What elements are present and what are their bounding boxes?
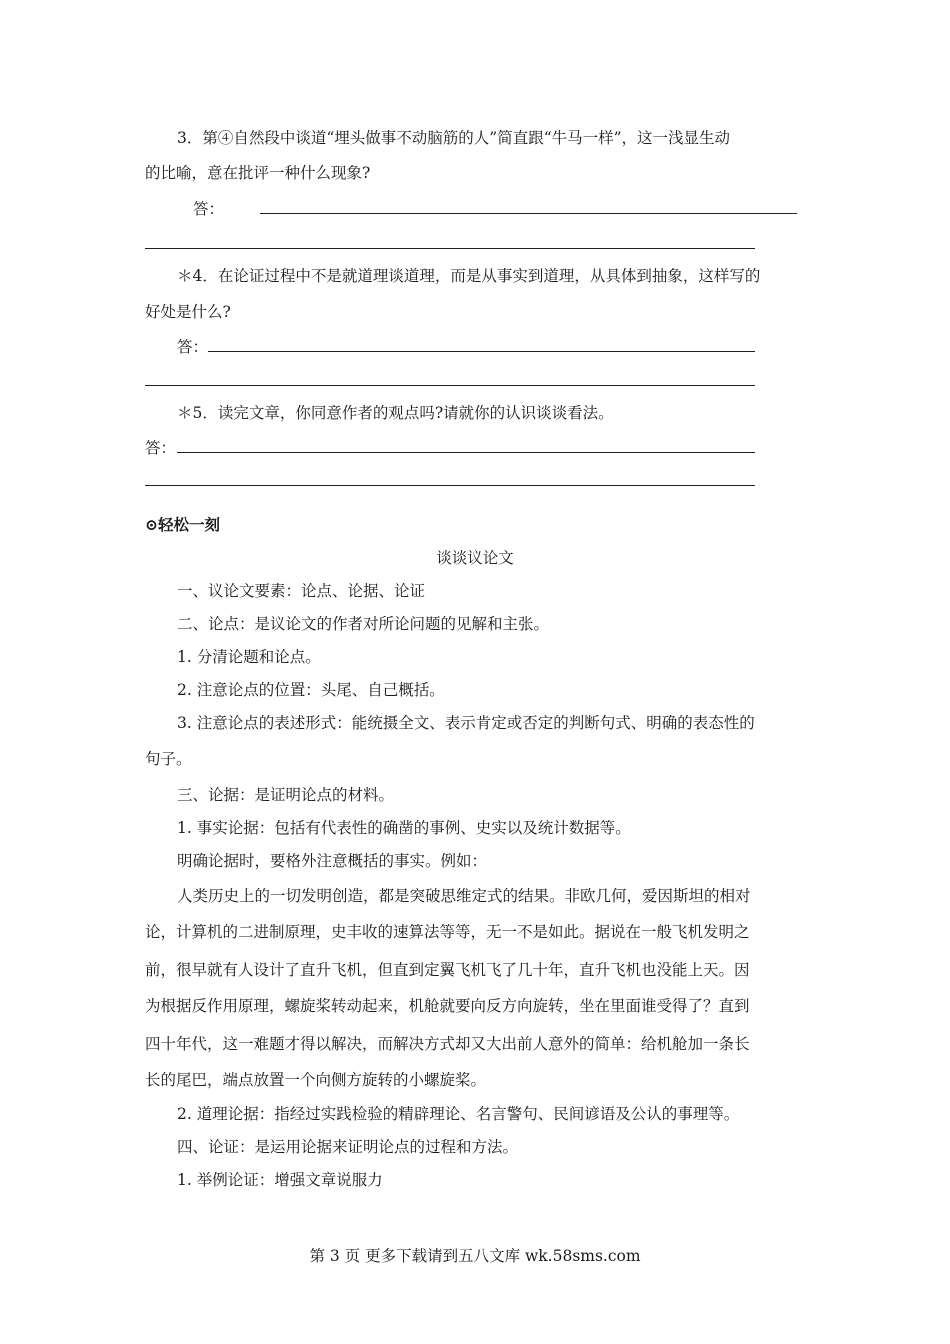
section-title: 谈谈议论文 xyxy=(436,549,514,567)
body-line: 论，计算机的二进制原理，史丰收的速算法等等，无一不是如此。据说在一般飞机发明之 xyxy=(145,923,750,941)
body-line: 二、论点：是议论文的作者对所论问题的见解和主张。 xyxy=(177,615,550,633)
section-heading: ⊙轻松一刻 xyxy=(145,515,220,534)
q5-answer-line-1[interactable] xyxy=(177,452,755,453)
body-line: 为根据反作用原理，螺旋桨转动起来，机舱就要向反方向旋转，坐在里面谁受得了？直到 xyxy=(145,997,750,1015)
body-line: 四、论证：是运用论据来证明论点的过程和方法。 xyxy=(177,1138,519,1156)
q5-answer-line-2[interactable] xyxy=(145,485,755,486)
q3-line-1: 3．第④自然段中谈道“埋头做事不动脑筋的人”简直跟“牛马一样”，这一浅显生动 xyxy=(177,129,731,147)
body-line: 四十年代，这一难题才得以解决，而解决方式却又大出前人意外的简单：给机舱加一条长 xyxy=(145,1035,750,1053)
body-line: 人类历史上的一切发明创造，都是突破思维定式的结果。非欧几何，爱因斯坦的相对 xyxy=(177,887,751,905)
q3-answer-line-2[interactable] xyxy=(145,248,755,249)
body-line: 3. 注意论点的表述形式：能统摄全文、表示肯定或否定的判断句式、明确的表态性的 xyxy=(177,714,755,732)
q4-line-2: 好处是什么? xyxy=(145,303,231,321)
q3-line-2: 的比喻，意在批评一种什么现象? xyxy=(145,164,371,182)
body-line: 1. 举例论证：增强文章说服力 xyxy=(177,1171,383,1189)
q4-line-1: ＊4．在论证过程中不是就道理谈道理，而是从事实到道理，从具体到抽象，这样写的 xyxy=(177,267,761,285)
body-line: 2. 道理论据：指经过实践检验的精辟理论、名言警句、民间谚语及公认的事理等。 xyxy=(177,1105,740,1123)
q4-answer-line-2[interactable] xyxy=(145,385,755,386)
body-line: 2. 注意论点的位置：头尾、自己概括。 xyxy=(177,681,445,699)
body-line: 长的尾巴，端点放置一个向侧方旋转的小螺旋桨。 xyxy=(145,1071,487,1089)
q5-line-1: ＊5．读完文章，你同意作者的观点吗?请就你的认识谈谈看法。 xyxy=(177,404,614,422)
q5-answer-label: 答： xyxy=(145,439,177,457)
body-line: 明确论据时，要格外注意概括的事实。例如： xyxy=(177,852,488,870)
q3-answer-label: 答： xyxy=(193,200,225,218)
body-line: 三、论据：是证明论点的材料。 xyxy=(177,786,395,804)
body-line: 前，很早就有人设计了直升飞机，但直到定翼飞机飞了几十年，直升飞机也没能上天。因 xyxy=(145,961,750,979)
q4-answer-line-1[interactable] xyxy=(208,351,755,352)
body-line: 1. 分清论题和论点。 xyxy=(177,648,321,666)
q4-answer-label: 答： xyxy=(177,338,209,356)
body-line: 一、议论文要素：论点、论据、论证 xyxy=(177,582,426,600)
page-footer: 第 3 页 更多下载请到五八文库 wk.58sms.com xyxy=(309,1247,641,1265)
q3-answer-line-1[interactable] xyxy=(260,213,797,214)
body-line: 1. 事实论据：包括有代表性的确凿的事例、史实以及统计数据等。 xyxy=(177,819,631,837)
body-line: 句子。 xyxy=(145,750,192,768)
